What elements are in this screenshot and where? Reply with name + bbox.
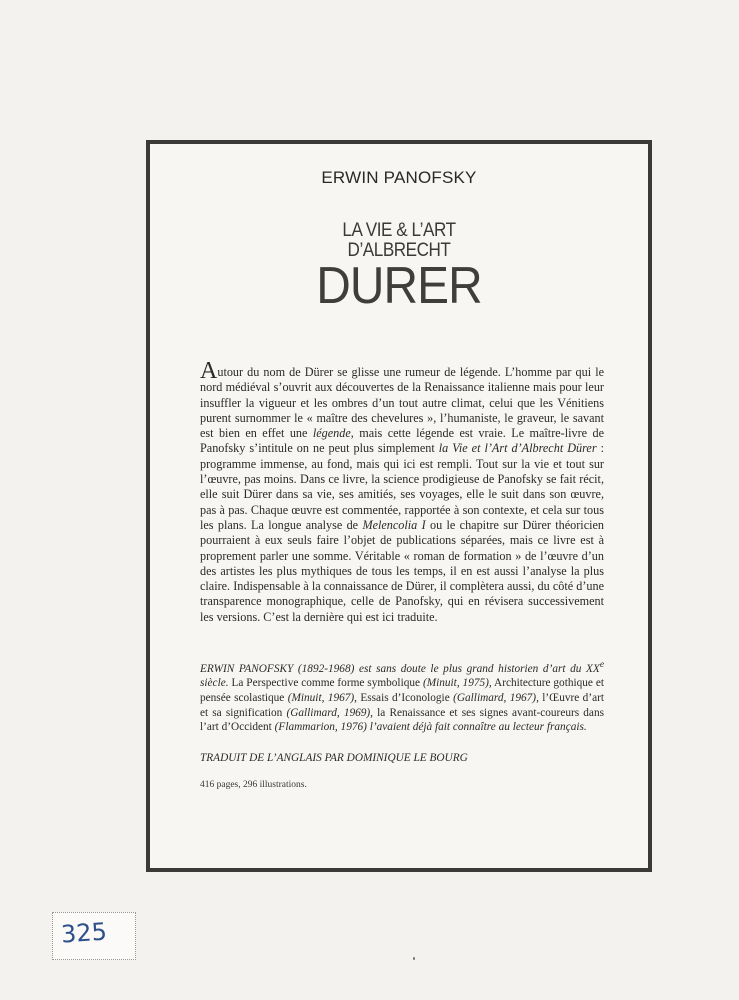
- drop-cap: A: [200, 358, 218, 384]
- handwritten-number: 325: [60, 917, 108, 949]
- cover-frame: [146, 140, 652, 872]
- bio-pub-5: (Flammarion, 1976) l’avaient déjà fait connaître au lecteur français.: [274, 721, 587, 734]
- subtitle-line-2: D’ALBRECHT: [347, 240, 451, 261]
- bio-intro: ERWIN PANOFSKY (1892-1968) est sans doute le plus grand historien d’art du: [200, 662, 582, 675]
- book-title: DURER: [316, 257, 482, 315]
- bio-work-5: la Renaissance et ses signes avant-coureurs dans l’art d’Occident: [200, 706, 604, 734]
- bio-work-2: Architecture gothique et pensée scolastique: [200, 677, 604, 704]
- inventory-label: [52, 912, 136, 960]
- bio-century-suffix: e: [599, 660, 604, 670]
- author-bio: [200, 658, 604, 735]
- bio-pub-2: (Minuit, 1967),: [287, 691, 357, 704]
- description-part-2: , mais cette légende est vraie. Le maître-livre de Panofsky s’intitule on ne peut plus simplement: [200, 426, 604, 456]
- bio-century: XX: [586, 662, 600, 675]
- description-part-1: utour du nom de Dürer se glisse une rumeur de légende. L’homme par qui le nord médiéval s’ouvrit aux découvertes de la Renaissance italienne mais pour leur insuffler la vigueur et les ombres d’un tout autre climat, celui que les Vénitiens purent surnommer le « maître des chevelures », l’humaniste, le graveur, le savant est bien en effet une: [200, 365, 604, 441]
- description-legende: légende: [312, 426, 351, 441]
- pages-info: 416 pages, 296 illustrations.: [200, 780, 307, 790]
- subtitle-line-1: LA VIE & L’ART: [342, 220, 456, 241]
- bio-century-word: siècle.: [200, 677, 229, 690]
- author-name: ERWIN PANOFSKY: [321, 168, 477, 187]
- description-melencolia: Melencolia I: [362, 517, 426, 532]
- paper-speck: [413, 957, 415, 960]
- description-book-title: la Vie et l’Art d’Albrecht Dürer: [438, 441, 597, 456]
- bio-work-4: l’Œuvre d’art et sa signification: [200, 691, 605, 719]
- translator-credit: TRADUIT DE L’ANGLAIS PAR DOMINIQUE LE BOURG: [200, 752, 468, 764]
- bio-work-1: La Perspective comme forme symbolique: [228, 677, 423, 690]
- bio-pub-3: (Gallimard, 1967),: [453, 691, 539, 704]
- bio-pub-1: (Minuit, 1975),: [422, 677, 492, 690]
- bio-pub-4: (Gallimard, 1969),: [286, 706, 374, 719]
- bio-work-3: Essais d’Iconologie: [356, 691, 454, 704]
- description-part-3: : programme immense, au fond, mais qui ici est rempli. Tout sur la vie et tout sur l’œuvre, pas moins. Dans ce livre, la science prodigieuse de Panofsky se fait récit, elle suit Dürer dans sa vie, ses amitiés, ses voyages, elle le suit dans son œuvre, pas à pas. Chaque œuvre est commentée, rapportée à son contexte, et cela sur tous les plans. La longue analyse de: [200, 441, 604, 532]
- description-text: [200, 358, 604, 625]
- description-part-4: ou le chapitre sur Dürer théoricien pourraient à eux seuls faire l’objet de publications séparées, mais ce livre est à proprement parler une somme. Véritable « roman de formation » de l’œuvre d’un des artistes les plus mythiques de tous les temps, il en est aussi l’analyse la plus claire. Indispensable à la connaissance de Dürer, il complètera aussi, du côté d’une transparence monographique, celle de Panofsky, qui en révisera successivement les versions. C’est la dernière qui est ici traduite.: [200, 517, 604, 624]
